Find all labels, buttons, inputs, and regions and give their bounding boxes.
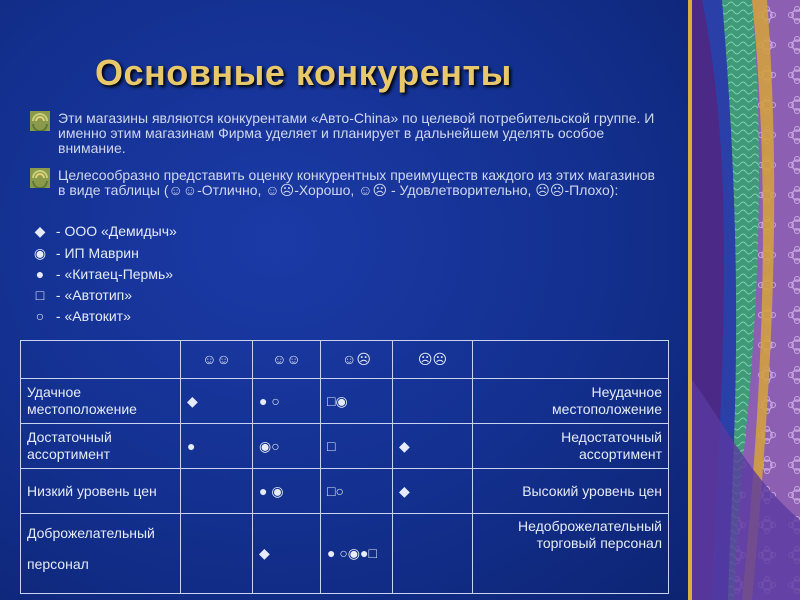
rating-cell xyxy=(181,514,253,594)
rating-cell: ◆ xyxy=(181,379,253,424)
rating-cell: ● ○◉●□ xyxy=(321,514,393,594)
legend-item-mavrin xyxy=(32,244,139,262)
criterion-negative: Неудачное местоположение xyxy=(473,379,669,424)
paragraph-1: Эти магазины являются конкурентами «Авто-China» по целевой потребительской группе. И именно этим магазинам Фирма уделяет и планирует в дальнейшем уделять особое внимание. xyxy=(58,110,655,156)
legend-label: - «Автотип» xyxy=(52,287,133,303)
table-row xyxy=(21,379,669,424)
legend-item-avtokit xyxy=(32,307,131,325)
decorative-side-panel xyxy=(692,0,800,600)
rating-cell: ● xyxy=(181,424,253,469)
table-row xyxy=(21,514,669,594)
rating-cell xyxy=(393,379,473,424)
rating-cell: □ xyxy=(321,424,393,469)
table-header-cell xyxy=(21,341,181,379)
rating-cell: ◉○ xyxy=(253,424,321,469)
table-header-cell: ☺☺ xyxy=(253,341,321,379)
legend-label: - ООО «Демидыч» xyxy=(52,223,177,239)
criterion-positive: Доброжелательный персонал xyxy=(21,514,181,594)
floral-pattern-icon xyxy=(692,0,800,600)
legend-item-demidych xyxy=(32,222,177,240)
rating-cell xyxy=(181,469,253,514)
table-header-cell: ☹☹ xyxy=(393,341,473,379)
rating-cell: ◆ xyxy=(253,514,321,594)
evaluation-table xyxy=(20,340,669,594)
paragraph-bullet-icon xyxy=(30,111,50,131)
rating-cell: ● ◉ xyxy=(253,469,321,514)
rating-cell: ● ○ xyxy=(253,379,321,424)
legend-label: - «Китаец-Пермь» xyxy=(52,266,174,282)
legend-label: - ИП Маврин xyxy=(52,245,139,261)
rating-cell: ◆ xyxy=(393,469,473,514)
legend-label: - «Автокит» xyxy=(52,308,131,324)
rating-cell xyxy=(393,514,473,594)
table-row xyxy=(21,424,669,469)
rating-cell: □◉ xyxy=(321,379,393,424)
table-header-cell xyxy=(473,341,669,379)
table-header-cell: ☺☹ xyxy=(321,341,393,379)
paragraph-bullet-icon xyxy=(30,168,50,188)
criterion-positive: Удачное местоположение xyxy=(21,379,181,424)
dotted-circle-icon: ◉ xyxy=(33,245,47,261)
hollow-circle-icon: ○ xyxy=(35,308,45,324)
criterion-negative: Недостаточный ассортимент xyxy=(473,424,669,469)
paragraph-2: Целесообразно представить оценку конкурентных преимуществ каждого из этих магазинов в виде таблицы (☺☺-Отлично, ☺☹-Хорошо, ☺☹ - Удовлетворительно, ☹☹-Плохо): xyxy=(58,167,655,198)
criterion-negative: Высокий уровень цен xyxy=(473,469,669,514)
rating-cell: □○ xyxy=(321,469,393,514)
legend-item-avtotip xyxy=(32,286,132,304)
criterion-positive: Достаточный ассортимент xyxy=(21,424,181,469)
criterion-negative: Недоброжелательный торговый персонал xyxy=(473,514,669,594)
diamond-icon: ◆ xyxy=(34,223,46,239)
criterion-positive: Низкий уровень цен xyxy=(21,469,181,514)
square-icon: □ xyxy=(35,287,45,303)
table-header-cell: ☺☺ xyxy=(181,341,253,379)
filled-circle-icon: ● xyxy=(35,266,45,282)
slide-title: Основные конкуренты xyxy=(95,52,512,93)
table-header-row xyxy=(21,341,669,379)
rating-cell: ◆ xyxy=(393,424,473,469)
table-row xyxy=(21,469,669,514)
legend-item-kitaets-perm xyxy=(32,265,173,283)
